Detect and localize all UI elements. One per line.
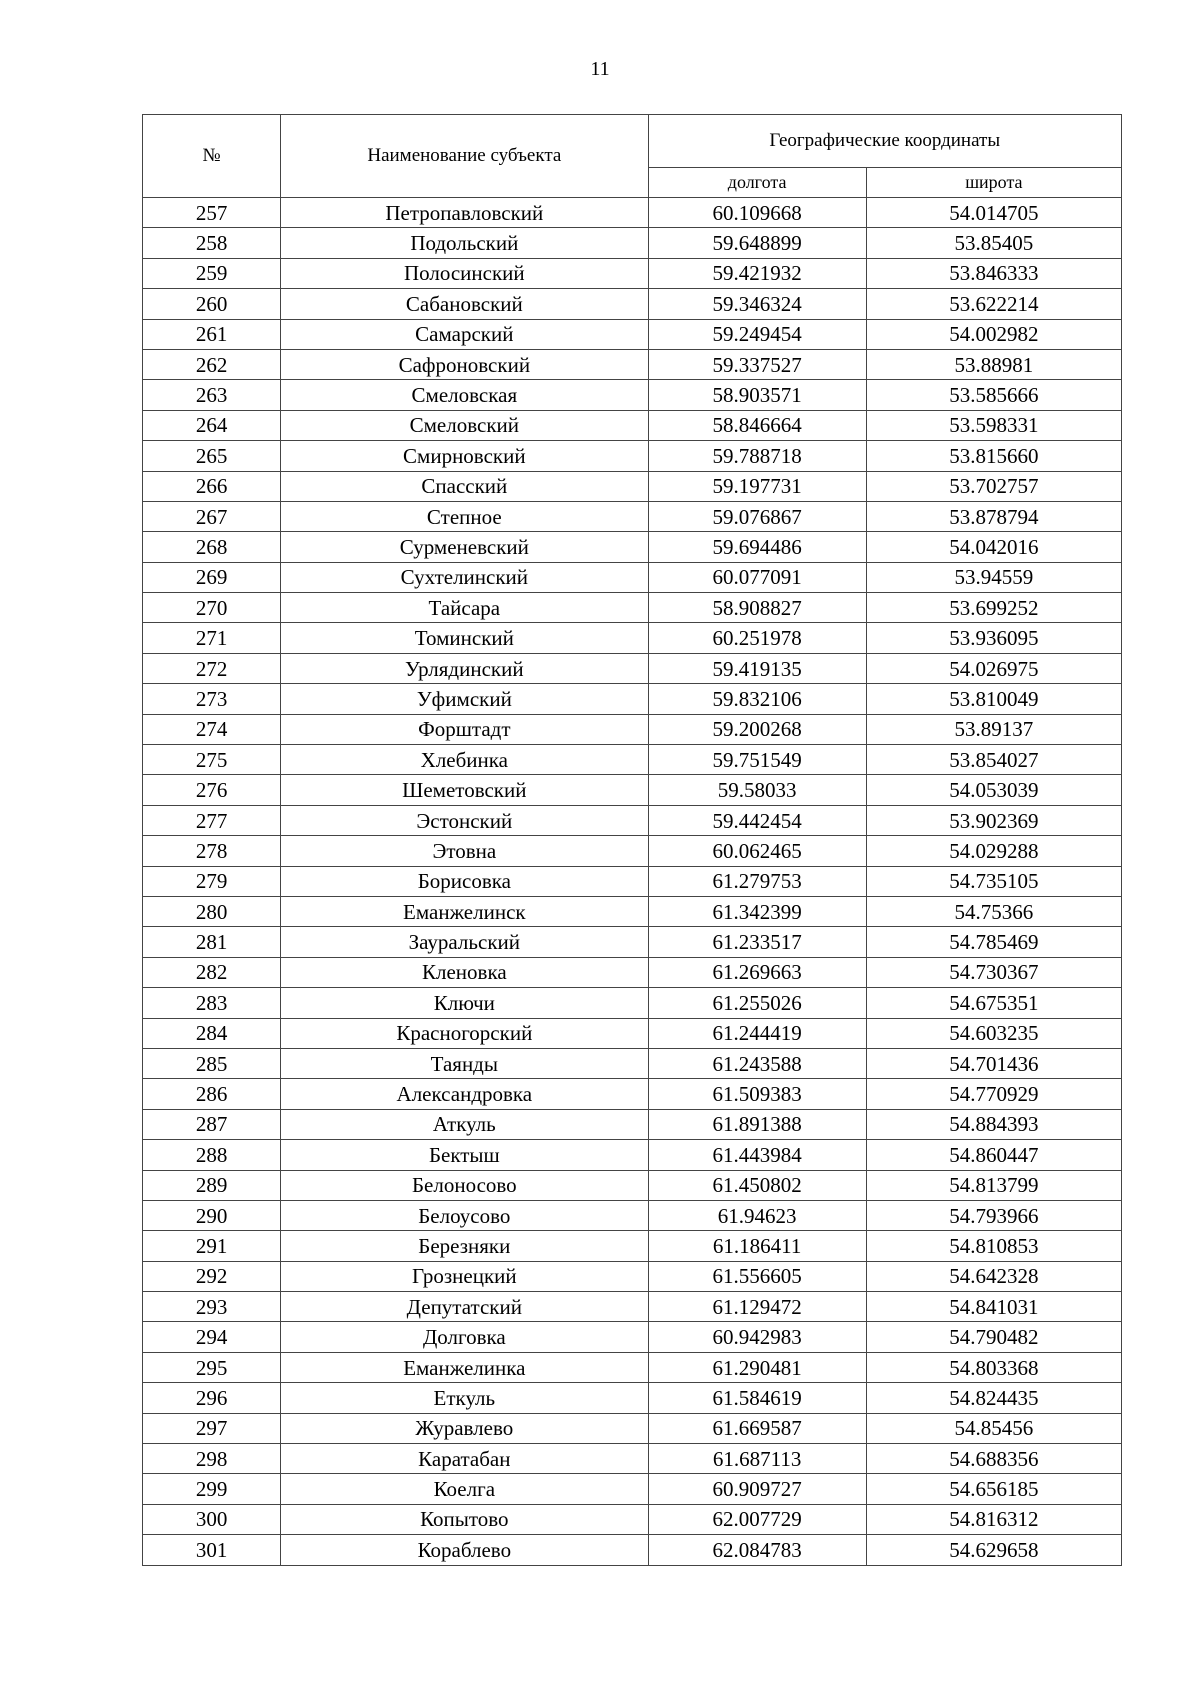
subject-name-cell: Зауральский (281, 927, 648, 957)
longitude-cell: 62.084783 (648, 1535, 866, 1565)
table-row (143, 623, 1122, 653)
row-number-cell: 290 (143, 1200, 281, 1230)
subject-name-cell: Хлебинка (281, 745, 648, 775)
longitude-cell: 59.200268 (648, 714, 866, 744)
row-number-cell: 268 (143, 532, 281, 562)
row-number-cell: 273 (143, 684, 281, 714)
longitude-cell: 60.909727 (648, 1474, 866, 1504)
latitude-cell: 54.629658 (866, 1535, 1121, 1565)
row-number-cell: 287 (143, 1109, 281, 1139)
longitude-cell: 59.337527 (648, 349, 866, 379)
longitude-cell: 59.442454 (648, 805, 866, 835)
longitude-cell: 61.450802 (648, 1170, 866, 1200)
longitude-cell: 58.903571 (648, 380, 866, 410)
row-number-cell: 258 (143, 228, 281, 258)
longitude-cell: 58.846664 (648, 410, 866, 440)
table-header (143, 115, 1122, 198)
table-row (143, 1140, 1122, 1170)
row-number-cell: 257 (143, 198, 281, 228)
longitude-cell: 60.942983 (648, 1322, 866, 1352)
row-number-cell: 285 (143, 1048, 281, 1078)
longitude-cell: 61.279753 (648, 866, 866, 896)
subject-name-cell: Еманжелинск (281, 896, 648, 926)
row-number-cell: 281 (143, 927, 281, 957)
row-number-cell: 280 (143, 896, 281, 926)
subject-name-cell: Ключи (281, 988, 648, 1018)
longitude-cell: 61.255026 (648, 988, 866, 1018)
subject-name-cell: Еманжелинка (281, 1352, 648, 1382)
table-row (143, 289, 1122, 319)
row-number-cell: 276 (143, 775, 281, 805)
longitude-cell: 61.584619 (648, 1383, 866, 1413)
subject-name-cell: Смирновский (281, 441, 648, 471)
latitude-cell: 54.790482 (866, 1322, 1121, 1352)
longitude-cell: 61.186411 (648, 1231, 866, 1261)
latitude-cell: 54.85456 (866, 1413, 1121, 1443)
row-number-cell: 298 (143, 1444, 281, 1474)
header-number: № (143, 115, 281, 198)
subject-name-cell: Таянды (281, 1048, 648, 1078)
table-row (143, 1535, 1122, 1565)
latitude-cell: 54.735105 (866, 866, 1121, 896)
row-number-cell: 261 (143, 319, 281, 349)
subject-name-cell: Коелга (281, 1474, 648, 1504)
subject-name-cell: Сафроновский (281, 349, 648, 379)
table-row (143, 1322, 1122, 1352)
latitude-cell: 53.878794 (866, 501, 1121, 531)
longitude-cell: 60.077091 (648, 562, 866, 592)
table-row (143, 805, 1122, 835)
subject-name-cell: Сурменевский (281, 532, 648, 562)
table-row (143, 593, 1122, 623)
table-row (143, 471, 1122, 501)
longitude-cell: 61.233517 (648, 927, 866, 957)
row-number-cell: 262 (143, 349, 281, 379)
table-row (143, 775, 1122, 805)
table-body (143, 198, 1122, 1566)
row-number-cell: 271 (143, 623, 281, 653)
latitude-cell: 54.75366 (866, 896, 1121, 926)
subject-name-cell: Кораблево (281, 1535, 648, 1565)
row-number-cell: 289 (143, 1170, 281, 1200)
latitude-cell: 53.622214 (866, 289, 1121, 319)
row-number-cell: 295 (143, 1352, 281, 1382)
table-row (143, 1474, 1122, 1504)
table-row (143, 1109, 1122, 1139)
subject-name-cell: Березняки (281, 1231, 648, 1261)
table-row (143, 745, 1122, 775)
row-number-cell: 263 (143, 380, 281, 410)
table-row (143, 1352, 1122, 1382)
subject-name-cell: Красногорский (281, 1018, 648, 1048)
row-number-cell: 277 (143, 805, 281, 835)
row-number-cell: 270 (143, 593, 281, 623)
latitude-cell: 54.841031 (866, 1292, 1121, 1322)
latitude-cell: 53.854027 (866, 745, 1121, 775)
latitude-cell: 53.815660 (866, 441, 1121, 471)
table-row (143, 258, 1122, 288)
subject-name-cell: Каратабан (281, 1444, 648, 1474)
longitude-cell: 60.251978 (648, 623, 866, 653)
latitude-cell: 53.702757 (866, 471, 1121, 501)
latitude-cell: 54.701436 (866, 1048, 1121, 1078)
longitude-cell: 61.290481 (648, 1352, 866, 1382)
table-row (143, 1231, 1122, 1261)
table-row (143, 349, 1122, 379)
table-row (143, 501, 1122, 531)
row-number-cell: 293 (143, 1292, 281, 1322)
longitude-cell: 59.249454 (648, 319, 866, 349)
subject-name-cell: Сухтелинский (281, 562, 648, 592)
row-number-cell: 272 (143, 653, 281, 683)
row-number-cell: 288 (143, 1140, 281, 1170)
longitude-cell: 61.269663 (648, 957, 866, 987)
longitude-cell: 59.788718 (648, 441, 866, 471)
row-number-cell: 301 (143, 1535, 281, 1565)
longitude-cell: 61.556605 (648, 1261, 866, 1291)
table-row (143, 410, 1122, 440)
subject-name-cell: Спасский (281, 471, 648, 501)
row-number-cell: 300 (143, 1504, 281, 1534)
table-row (143, 1048, 1122, 1078)
subject-name-cell: Этовна (281, 836, 648, 866)
latitude-cell: 54.029288 (866, 836, 1121, 866)
longitude-cell: 59.197731 (648, 471, 866, 501)
table-row (143, 1383, 1122, 1413)
subject-name-cell: Петропавловский (281, 198, 648, 228)
longitude-cell: 61.687113 (648, 1444, 866, 1474)
subject-name-cell: Копытово (281, 1504, 648, 1534)
table-row (143, 1200, 1122, 1230)
subject-name-cell: Смеловский (281, 410, 648, 440)
longitude-cell: 58.908827 (648, 593, 866, 623)
subject-name-cell: Белоносово (281, 1170, 648, 1200)
latitude-cell: 53.585666 (866, 380, 1121, 410)
longitude-cell: 61.243588 (648, 1048, 866, 1078)
header-subject-name: Наименование субъекта (281, 115, 648, 198)
latitude-cell: 54.675351 (866, 988, 1121, 1018)
subject-name-cell: Долговка (281, 1322, 648, 1352)
latitude-cell: 54.770929 (866, 1079, 1121, 1109)
subject-name-cell: Подольский (281, 228, 648, 258)
latitude-cell: 54.688356 (866, 1444, 1121, 1474)
latitude-cell: 54.803368 (866, 1352, 1121, 1382)
latitude-cell: 54.810853 (866, 1231, 1121, 1261)
latitude-cell: 53.699252 (866, 593, 1121, 623)
subject-name-cell: Грознецкий (281, 1261, 648, 1291)
table-row (143, 532, 1122, 562)
row-number-cell: 265 (143, 441, 281, 471)
table-row (143, 319, 1122, 349)
subject-name-cell: Еткуль (281, 1383, 648, 1413)
subject-name-cell: Журавлево (281, 1413, 648, 1443)
table-row (143, 1413, 1122, 1443)
longitude-cell: 61.94623 (648, 1200, 866, 1230)
table-row (143, 988, 1122, 1018)
row-number-cell: 286 (143, 1079, 281, 1109)
longitude-cell: 61.244419 (648, 1018, 866, 1048)
table-row (143, 866, 1122, 896)
header-geo-coordinates: Географические координаты (648, 115, 1121, 168)
latitude-cell: 54.860447 (866, 1140, 1121, 1170)
table-row (143, 836, 1122, 866)
subject-name-cell: Шеметовский (281, 775, 648, 805)
latitude-cell: 53.902369 (866, 805, 1121, 835)
table-row (143, 1018, 1122, 1048)
subject-name-cell: Степное (281, 501, 648, 531)
subject-name-cell: Кленовка (281, 957, 648, 987)
longitude-cell: 61.342399 (648, 896, 866, 926)
subject-name-cell: Смеловская (281, 380, 648, 410)
latitude-cell: 53.88981 (866, 349, 1121, 379)
page-number: 11 (590, 58, 610, 80)
subject-name-cell: Форштадт (281, 714, 648, 744)
row-number-cell: 266 (143, 471, 281, 501)
subject-name-cell: Полосинский (281, 258, 648, 288)
longitude-cell: 59.419135 (648, 653, 866, 683)
header-latitude: широта (866, 168, 1121, 198)
table-row (143, 653, 1122, 683)
row-number-cell: 260 (143, 289, 281, 319)
table-row (143, 684, 1122, 714)
table-row (143, 1079, 1122, 1109)
row-number-cell: 275 (143, 745, 281, 775)
subject-name-cell: Тайсара (281, 593, 648, 623)
latitude-cell: 53.94559 (866, 562, 1121, 592)
longitude-cell: 59.832106 (648, 684, 866, 714)
latitude-cell: 54.603235 (866, 1018, 1121, 1048)
latitude-cell: 53.846333 (866, 258, 1121, 288)
latitude-cell: 54.026975 (866, 653, 1121, 683)
table-row (143, 896, 1122, 926)
row-number-cell: 282 (143, 957, 281, 987)
latitude-cell: 54.730367 (866, 957, 1121, 987)
table-row (143, 1170, 1122, 1200)
latitude-cell: 54.785469 (866, 927, 1121, 957)
table-row (143, 1261, 1122, 1291)
latitude-cell: 54.002982 (866, 319, 1121, 349)
subject-name-cell: Томинский (281, 623, 648, 653)
longitude-cell: 62.007729 (648, 1504, 866, 1534)
latitude-cell: 53.936095 (866, 623, 1121, 653)
subject-name-cell: Уфимский (281, 684, 648, 714)
latitude-cell: 54.816312 (866, 1504, 1121, 1534)
table-row (143, 927, 1122, 957)
row-number-cell: 279 (143, 866, 281, 896)
subject-name-cell: Эстонский (281, 805, 648, 835)
longitude-cell: 59.694486 (648, 532, 866, 562)
longitude-cell: 59.751549 (648, 745, 866, 775)
row-number-cell: 267 (143, 501, 281, 531)
latitude-cell: 54.793966 (866, 1200, 1121, 1230)
latitude-cell: 54.053039 (866, 775, 1121, 805)
table-row (143, 714, 1122, 744)
subject-name-cell: Александровка (281, 1079, 648, 1109)
subject-name-cell: Урлядинский (281, 653, 648, 683)
table-row (143, 562, 1122, 592)
latitude-cell: 54.014705 (866, 198, 1121, 228)
row-number-cell: 283 (143, 988, 281, 1018)
longitude-cell: 59.421932 (648, 258, 866, 288)
row-number-cell: 269 (143, 562, 281, 592)
row-number-cell: 296 (143, 1383, 281, 1413)
latitude-cell: 53.810049 (866, 684, 1121, 714)
longitude-cell: 60.109668 (648, 198, 866, 228)
longitude-cell: 61.443984 (648, 1140, 866, 1170)
header-longitude: долгота (648, 168, 866, 198)
longitude-cell: 59.58033 (648, 775, 866, 805)
longitude-cell: 61.669587 (648, 1413, 866, 1443)
coordinates-table (142, 114, 1122, 1566)
longitude-cell: 61.891388 (648, 1109, 866, 1139)
row-number-cell: 259 (143, 258, 281, 288)
row-number-cell: 294 (143, 1322, 281, 1352)
table-row (143, 1504, 1122, 1534)
subject-name-cell: Бектыш (281, 1140, 648, 1170)
table-row (143, 441, 1122, 471)
longitude-cell: 60.062465 (648, 836, 866, 866)
latitude-cell: 54.042016 (866, 532, 1121, 562)
table-row (143, 1444, 1122, 1474)
subject-name-cell: Сабановский (281, 289, 648, 319)
longitude-cell: 59.346324 (648, 289, 866, 319)
table-row (143, 1292, 1122, 1322)
row-number-cell: 278 (143, 836, 281, 866)
subject-name-cell: Борисовка (281, 866, 648, 896)
table-row (143, 228, 1122, 258)
row-number-cell: 274 (143, 714, 281, 744)
latitude-cell: 54.656185 (866, 1474, 1121, 1504)
latitude-cell: 54.642328 (866, 1261, 1121, 1291)
subject-name-cell: Самарский (281, 319, 648, 349)
latitude-cell: 54.884393 (866, 1109, 1121, 1139)
table-row (143, 957, 1122, 987)
longitude-cell: 59.648899 (648, 228, 866, 258)
longitude-cell: 59.076867 (648, 501, 866, 531)
row-number-cell: 291 (143, 1231, 281, 1261)
row-number-cell: 284 (143, 1018, 281, 1048)
table-row (143, 198, 1122, 228)
subject-name-cell: Аткуль (281, 1109, 648, 1139)
row-number-cell: 299 (143, 1474, 281, 1504)
latitude-cell: 54.813799 (866, 1170, 1121, 1200)
row-number-cell: 297 (143, 1413, 281, 1443)
longitude-cell: 61.509383 (648, 1079, 866, 1109)
latitude-cell: 54.824435 (866, 1383, 1121, 1413)
latitude-cell: 53.85405 (866, 228, 1121, 258)
latitude-cell: 53.89137 (866, 714, 1121, 744)
table-row (143, 380, 1122, 410)
subject-name-cell: Депутатский (281, 1292, 648, 1322)
row-number-cell: 264 (143, 410, 281, 440)
longitude-cell: 61.129472 (648, 1292, 866, 1322)
latitude-cell: 53.598331 (866, 410, 1121, 440)
subject-name-cell: Белоусово (281, 1200, 648, 1230)
row-number-cell: 292 (143, 1261, 281, 1291)
